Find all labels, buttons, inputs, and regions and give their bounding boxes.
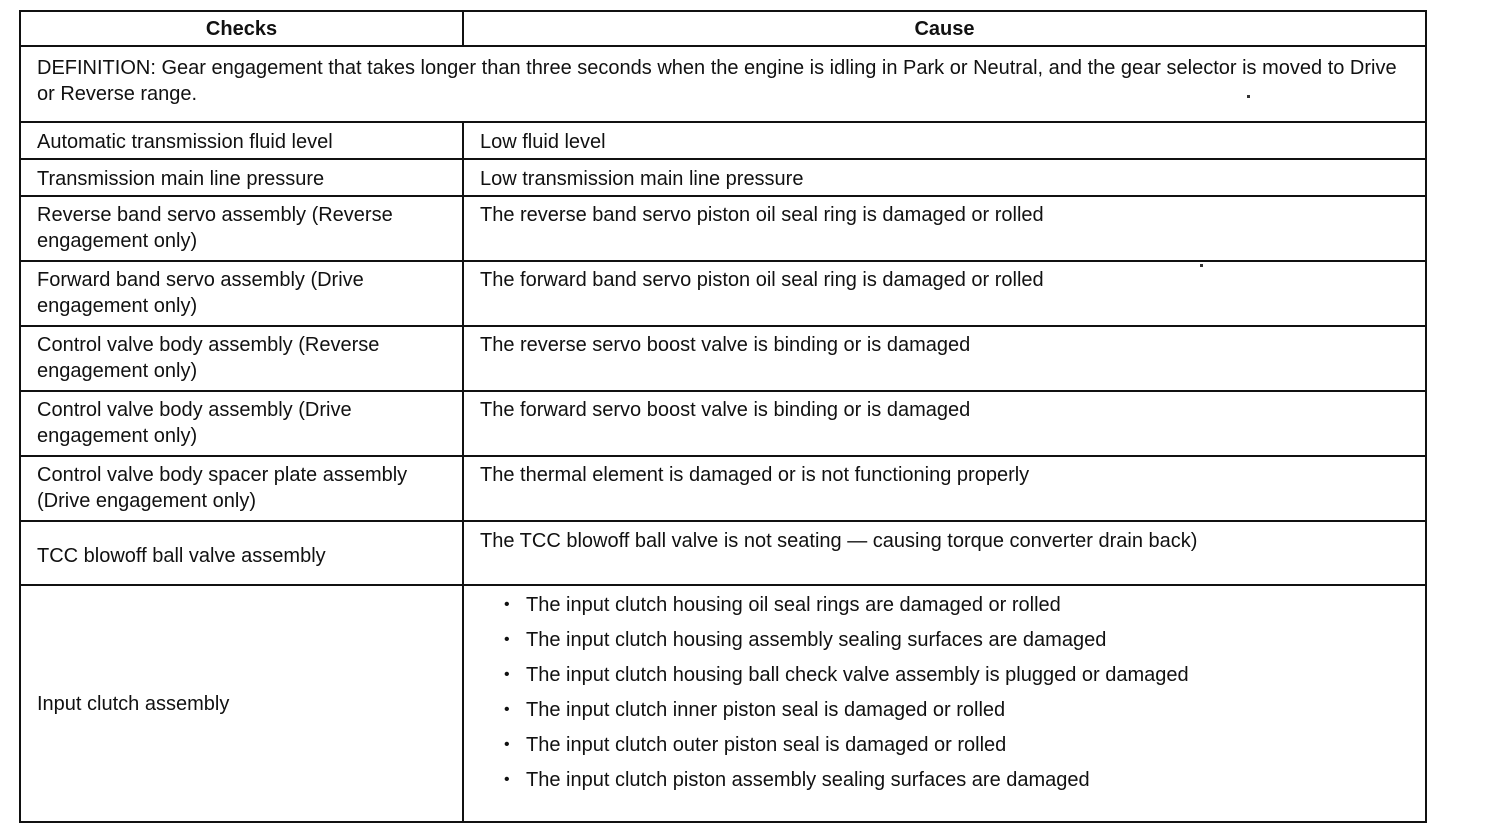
diagnostic-table [19,10,1427,823]
cause-cell: The thermal element is damaged or is not functioning properly [463,456,1426,521]
check-cell: Forward band servo assembly (Drive engagement only) [20,261,463,326]
list-item [504,697,1409,723]
bullet-icon: • [504,701,510,718]
list-item-text: The input clutch housing assembly sealing surfaces are damaged [526,629,1107,651]
list-item-text: The input clutch housing oil seal rings are damaged or rolled [526,594,1061,616]
table-row [20,122,1426,159]
list-item-text: The input clutch housing ball check valve assembly is plugged or damaged [526,664,1189,686]
check-cell: Transmission main line pressure [20,159,463,196]
table-header-row [20,11,1426,46]
list-item [504,732,1409,758]
check-cell: Reverse band servo assembly (Reverse engagement only) [20,196,463,261]
check-cell: Automatic transmission fluid level [20,122,463,159]
list-item [504,662,1409,688]
cause-cell: Low transmission main line pressure [463,159,1426,196]
list-item [504,627,1409,653]
table-row [20,196,1426,261]
list-item-text: The input clutch outer piston seal is damaged or rolled [526,734,1007,756]
list-item [504,767,1409,793]
scan-speck [1247,95,1250,98]
bullet-icon: • [504,771,510,788]
cause-cell [463,585,1426,822]
check-cell: Control valve body assembly (Reverse engagement only) [20,326,463,391]
cause-cell: The reverse servo boost valve is binding or is damaged [463,326,1426,391]
cause-cell: The reverse band servo piston oil seal ring is damaged or rolled [463,196,1426,261]
checks-column-header: Checks [20,11,463,46]
cause-cell: Low fluid level [463,122,1426,159]
cause-cell: The forward band servo piston oil seal ring is damaged or rolled [463,261,1426,326]
list-item [504,592,1409,618]
definition-row [20,46,1426,122]
table-row [20,391,1426,456]
bullet-icon: • [504,631,510,648]
table-row [20,159,1426,196]
cause-cell: The TCC blowoff ball valve is not seating — causing torque converter drain back) [463,521,1426,585]
table-row [20,456,1426,521]
bullet-icon: • [504,736,510,753]
definition-text: DEFINITION: Gear engagement that takes longer than three seconds when the engine is idling in Park or Neutral, and the gear selector is moved to Drive or Reverse range. [20,46,1426,122]
check-cell: Input clutch assembly [20,585,463,822]
check-cell: Control valve body spacer plate assembly (Drive engagement only) [20,456,463,521]
input-clutch-row [20,585,1426,822]
cause-cell: The forward servo boost valve is binding or is damaged [463,391,1426,456]
list-item-text: The input clutch inner piston seal is damaged or rolled [526,699,1006,721]
table-row [20,326,1426,391]
check-cell: TCC blowoff ball valve assembly [20,521,463,585]
table-row [20,521,1426,585]
cause-bullet-list [480,586,1409,793]
cause-column-header: Cause [463,11,1426,46]
bullet-icon: • [504,596,510,613]
table-row [20,261,1426,326]
bullet-icon: • [504,666,510,683]
scan-speck [1200,264,1203,267]
list-item-text: The input clutch piston assembly sealing surfaces are damaged [526,769,1090,791]
diagnostic-table-sheet [19,10,1425,823]
check-cell: Control valve body assembly (Drive engagement only) [20,391,463,456]
